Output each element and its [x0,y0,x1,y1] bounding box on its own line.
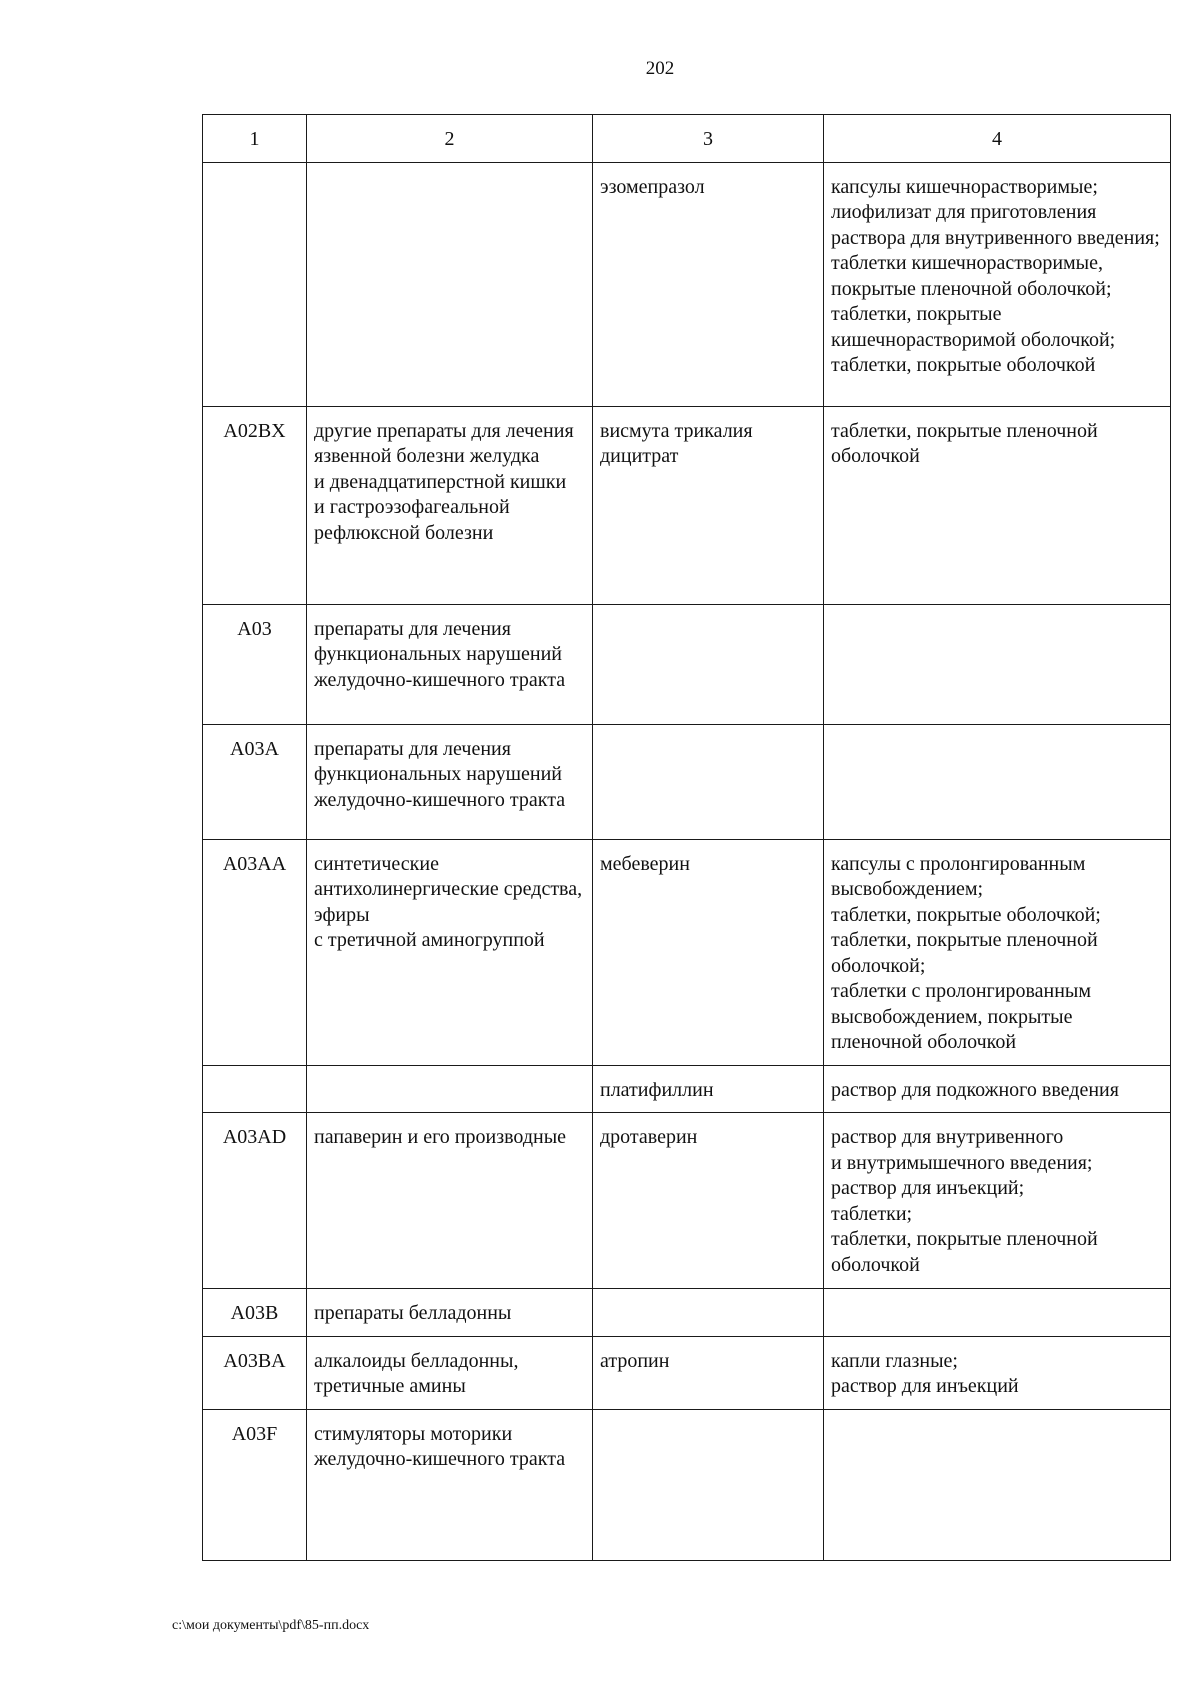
drug-name-cell: висмута трикалия дицитрат [593,406,824,604]
table-row [203,1336,1171,1409]
atc-code-cell [203,1065,307,1113]
drug-name-cell: платифиллин [593,1065,824,1113]
table-row [203,839,1171,1065]
header-cell-4: 4 [824,115,1171,163]
drug-name-cell: мебеверин [593,839,824,1065]
group-name-cell: стимуляторы моторики желудочно-кишечного тракта [307,1409,593,1560]
table-row [203,1113,1171,1289]
dosage-forms-cell [824,604,1171,724]
drug-name-cell: эзомепразол [593,162,824,406]
dosage-forms-cell: раствор для внутривенного и внутримышечного введения; раствор для инъекций; таблетки; таблетки, покрытые пленочной оболочкой [824,1113,1171,1289]
group-name-cell: препараты для лечения функциональных нарушений желудочно-кишечного тракта [307,724,593,839]
group-name-cell: синтетические антихолинергические средства, эфиры с третичной аминогруппой [307,839,593,1065]
group-name-cell: другие препараты для лечения язвенной болезни желудка и двенадцатиперстной кишки и гастроэзофагеальной рефлюксной болезни [307,406,593,604]
group-name-cell: препараты для лечения функциональных нарушений желудочно-кишечного тракта [307,604,593,724]
atc-code-cell: A03A [203,724,307,839]
atc-code-cell: A02BX [203,406,307,604]
drug-name-cell: атропин [593,1336,824,1409]
table-row [203,604,1171,724]
atc-code-cell [203,162,307,406]
atc-code-cell: A03BA [203,1336,307,1409]
dosage-forms-cell: капсулы кишечнорастворимые; лиофилизат для приготовления раствора для внутривенного введения; таблетки кишечнорастворимые, покрытые пленочной оболочкой; таблетки, покрытые кишечнорастворимой оболочкой; таблетки, покрытые оболочкой [824,162,1171,406]
atc-code-cell: A03B [203,1289,307,1337]
dosage-forms-cell [824,1409,1171,1560]
dosage-forms-cell: таблетки, покрытые пленочной оболочкой [824,406,1171,604]
table-row [203,1289,1171,1337]
footer-file-path: c:\мои документы\pdf\85-пп.docx [172,1618,370,1633]
table-row [203,1409,1171,1560]
atc-code-cell: A03AD [203,1113,307,1289]
dosage-forms-cell [824,724,1171,839]
group-name-cell: папаверин и его производные [307,1113,593,1289]
group-name-cell [307,162,593,406]
drug-name-cell [593,724,824,839]
drug-name-cell [593,604,824,724]
atc-code-cell: A03F [203,1409,307,1560]
table-row [203,1065,1171,1113]
drug-table [202,114,1171,1561]
dosage-forms-cell: капсулы с пролонгированным высвобождением; таблетки, покрытые оболочкой; таблетки, покрытые пленочной оболочкой; таблетки с пролонгированным высвобождением, покрытые пленочной оболочкой [824,839,1171,1065]
header-cell-2: 2 [307,115,593,163]
drug-name-cell: дротаверин [593,1113,824,1289]
table-row [203,406,1171,604]
page-number: 202 [645,58,675,79]
dosage-forms-cell: раствор для подкожного введения [824,1065,1171,1113]
dosage-forms-cell: капли глазные; раствор для инъекций [824,1336,1171,1409]
header-cell-3: 3 [593,115,824,163]
table-row [203,724,1171,839]
table-row [203,162,1171,406]
group-name-cell [307,1065,593,1113]
group-name-cell: препараты белладонны [307,1289,593,1337]
group-name-cell: алкалоиды белладонны, третичные амины [307,1336,593,1409]
atc-code-cell: A03AA [203,839,307,1065]
table-header-row [203,115,1171,163]
drug-name-cell [593,1289,824,1337]
drug-name-cell [593,1409,824,1560]
header-cell-1: 1 [203,115,307,163]
atc-code-cell: A03 [203,604,307,724]
dosage-forms-cell [824,1289,1171,1337]
